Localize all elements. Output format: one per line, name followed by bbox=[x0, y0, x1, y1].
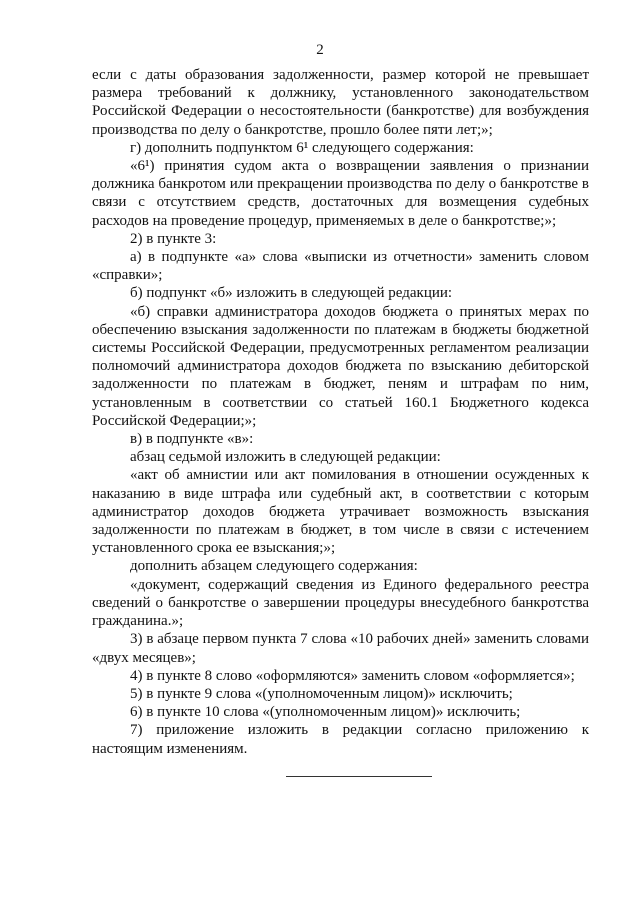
paragraph-5: а) в подпункте «а» слова «выписки из отчетности» заменить словом «справки»; bbox=[92, 249, 589, 284]
paragraph-17: 7) приложение изложить в редакции согласно приложению к настоящим изменениям. bbox=[92, 722, 589, 757]
end-divider-line bbox=[286, 776, 432, 777]
paragraph-3: «6¹) принятия судом акта о возвращении заявления о признании должника банкротом или прекращении производства по делу о банкротстве в связи с отсутствием средств, достаточных для возмещения судебных расходов на проведение процедур, применяемых в деле о банкротстве;»; bbox=[92, 158, 589, 229]
paragraph-8: в) в подпункте «в»: bbox=[130, 431, 254, 448]
paragraph-6: б) подпункт «б» изложить в следующей редакции: bbox=[130, 285, 453, 302]
document-body bbox=[92, 66, 589, 758]
paragraph-14: 4) в пункте 8 слово «оформляются» заменить словом «оформляется»; bbox=[130, 667, 575, 684]
paragraph-1: если с даты образования задолженности, размер которой не превышает размера требований к должнику, установленного законодательством Российской Федерации о несостоятельности (банкротстве) для возбуждения производства по делу о банкротстве, прошло более пяти лет;»; bbox=[92, 67, 589, 138]
paragraph-4: 2) в пункте 3: bbox=[130, 230, 217, 247]
paragraph-10: «акт об амнистии или акт помилования в отношении осужденных к наказанию в виде штрафа или судебный акт, в соответствии с которым администратор доходов бюджета утрачивает возможность взыскания задолженности по платежам в бюджет, в том числе в связи с истечением установленного срока ее взыскания;»; bbox=[92, 467, 589, 557]
paragraph-9: абзац седьмой изложить в следующей редакции: bbox=[130, 449, 441, 466]
paragraph-11: дополнить абзацем следующего содержания: bbox=[130, 558, 418, 575]
paragraph-15: 5) в пункте 9 слова «(уполномоченным лицом)» исключить; bbox=[130, 685, 513, 702]
paragraph-2: г) дополнить подпунктом 6¹ следующего содержания: bbox=[130, 139, 474, 156]
paragraph-13: 3) в абзаце первом пункта 7 слова «10 рабочих дней» заменить словами «двух месяцев»; bbox=[92, 631, 589, 666]
paragraph-7: «б) справки администратора доходов бюджета о принятых мерах по обеспечению взыскания задолженности по платежам в бюджеты бюджетной системы Российской Федерации, предусмотренных регламентом реализации полномочий администратора доходов бюджета по взысканию дебиторской задолженности по платежам в бюджет, пеням и штрафам по ним, установленным в соответствии со статьей 160.1 Бюджетного кодекса Российской Федерации;»; bbox=[92, 303, 589, 429]
paragraph-16: 6) в пункте 10 слова «(уполномоченным лицом)» исключить; bbox=[130, 704, 521, 721]
page-number: 2 bbox=[316, 42, 324, 58]
paragraph-12: «документ, содержащий сведения из Единого федерального реестра сведений о банкротстве о завершении процедуры внесудебного банкротства гражданина.»; bbox=[92, 576, 589, 630]
